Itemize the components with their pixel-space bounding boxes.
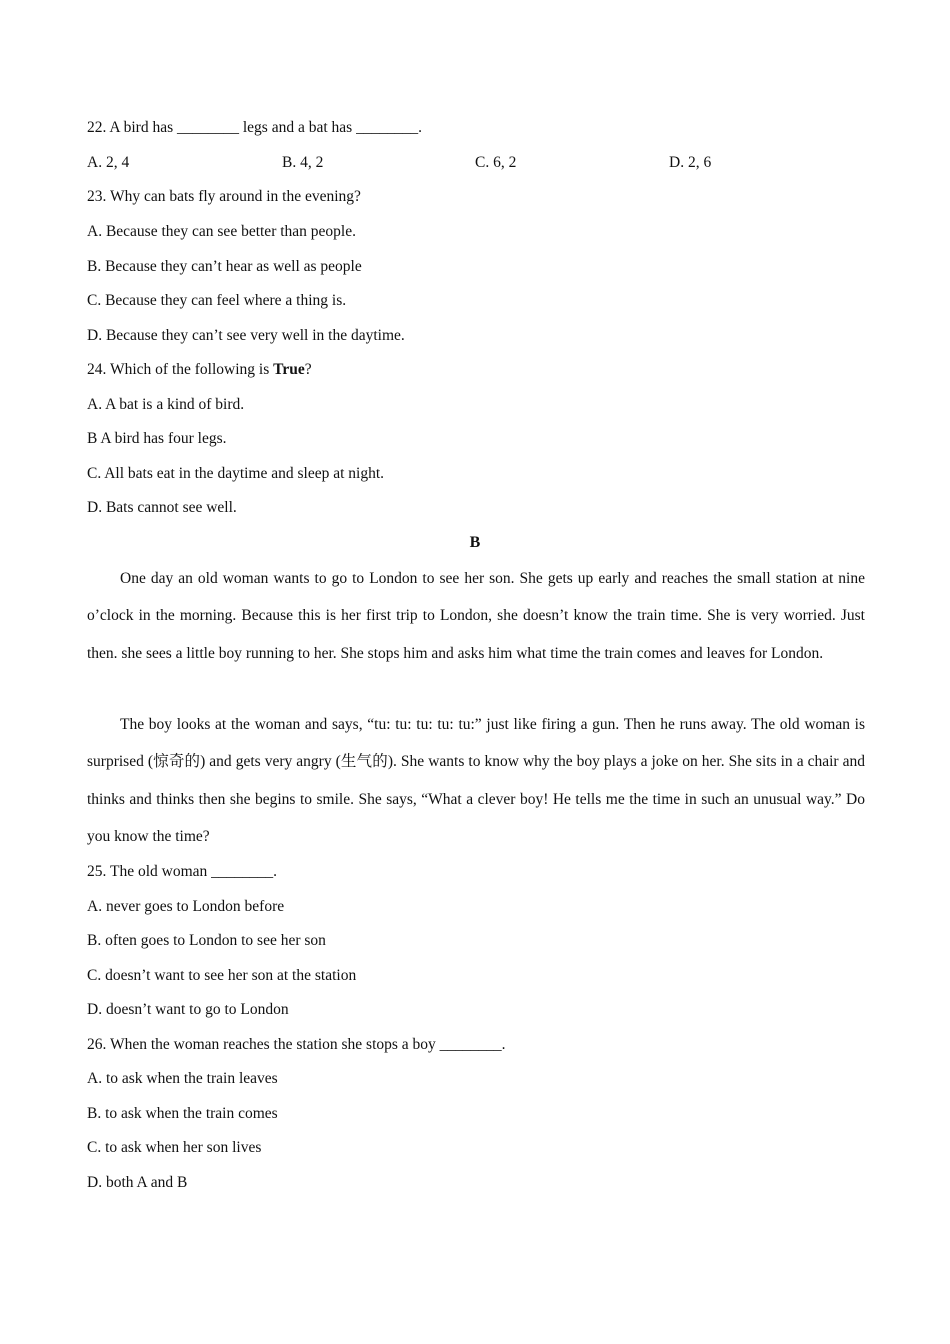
question-25-option-d: D. doesn’t want to go to London xyxy=(87,1001,289,1018)
question-22-options xyxy=(87,153,867,173)
question-23-option-d: D. Because they can’t see very well in the daytime. xyxy=(87,327,405,344)
question-26-option-b: B. to ask when the train comes xyxy=(87,1105,278,1122)
question-24-option-a: A. A bat is a kind of bird. xyxy=(87,396,245,413)
section-b-heading: B xyxy=(469,534,481,551)
question-26-stem: 26. When the woman reaches the station she stops a boy ________. xyxy=(87,1036,506,1053)
question-26-option-a: A. to ask when the train leaves xyxy=(87,1070,278,1087)
question-24-option-b: B A bird has four legs. xyxy=(87,430,227,447)
question-26-option-d: D. both A and B xyxy=(87,1174,188,1191)
question-25-option-b: B. often goes to London to see her son xyxy=(87,932,326,949)
question-24-option-d: D. Bats cannot see well. xyxy=(87,499,237,516)
question-22-stem: 22. A bird has ________ legs and a bat has ________. xyxy=(87,119,422,136)
question-24-emphasis: True xyxy=(273,361,305,378)
question-24-stem-text: 24. Which of the following is xyxy=(87,361,274,378)
question-26-option-c: C. to ask when her son lives xyxy=(87,1139,262,1156)
question-24-option-c: C. All bats eat in the daytime and sleep at night. xyxy=(87,465,385,482)
question-23-option-b: B. Because they can’t hear as well as people xyxy=(87,258,362,275)
option-c: C. 6, 2 xyxy=(475,154,517,171)
option-d: D. 2, 6 xyxy=(669,154,712,171)
question-24-stem xyxy=(87,360,312,380)
question-25-stem: 25. The old woman ________. xyxy=(87,863,278,880)
question-25-option-a: A. never goes to London before xyxy=(87,898,285,915)
option-b: B. 4, 2 xyxy=(282,154,324,171)
question-24-stem-end: ? xyxy=(304,361,312,378)
question-23-option-c: C. Because they can feel where a thing is. xyxy=(87,292,347,309)
passage-paragraph-1: One day an old woman wants to go to London to see her son. She gets up early and reaches the small station at nine o’clock in the morning. Because this is her first trip to London, she doesn’t know the train time. She is very worried. Just then. she sees a little boy running to her. She stops him and asks him what time the train comes and leaves for London. xyxy=(87,570,865,662)
question-23-option-a: A. Because they can see better than people. xyxy=(87,223,356,240)
question-25-option-c: C. doesn’t want to see her son at the station xyxy=(87,967,357,984)
option-a: A. 2, 4 xyxy=(87,154,130,171)
passage-paragraph-2: The boy looks at the woman and says, “tu: tu: tu: tu: tu:” just like firing a gun. Then he runs away. The old woman is surprised (惊奇的) and gets very angry (生气的). She wants to know why the boy plays a joke on her. She sits in a chair and thinks and thinks then she begins to smile. She says, “What a clever boy! He tells me the time in such an unusual way.” Do you know the time? xyxy=(87,716,865,846)
question-23-stem: 23. Why can bats fly around in the evening? xyxy=(87,188,361,205)
